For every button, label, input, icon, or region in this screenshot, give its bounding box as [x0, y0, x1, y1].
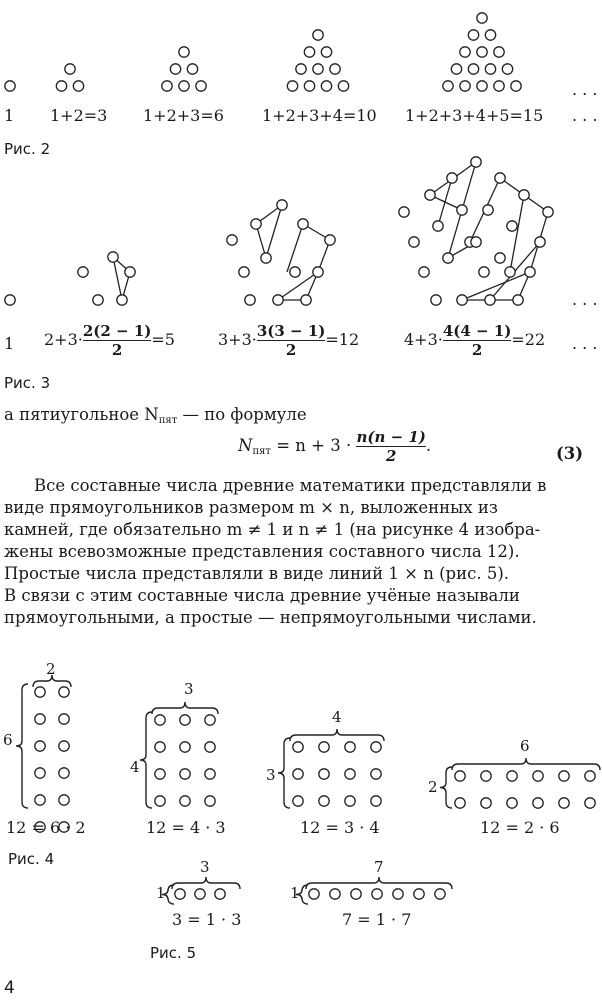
- line7-cols: 7: [374, 858, 384, 876]
- grid3-cols: 4: [332, 708, 342, 726]
- stone-dot: [35, 795, 45, 805]
- grid4-rows: 2: [428, 778, 438, 796]
- top-brace: [172, 877, 240, 889]
- stone-dot: [351, 889, 361, 899]
- page-number: 4: [4, 978, 15, 998]
- paragraph-line-1: Все составные числа древние математики представляли в: [34, 476, 547, 495]
- fig5-caption: Рис. 5: [150, 944, 197, 962]
- fig3-ellipsis-upper: . . .: [572, 290, 598, 309]
- fig2-label-3: 1+2=3: [50, 106, 108, 125]
- paragraph-line-7: прямоугольными, а простые — непрямоугольными числами.: [4, 608, 537, 627]
- fraction-numerator: 4(4 − 1): [442, 322, 512, 340]
- stone-dot: [371, 796, 381, 806]
- fraction-denominator: 2: [285, 341, 297, 359]
- stone-dot: [330, 889, 340, 899]
- side-brace: [140, 712, 152, 808]
- stone-dot: [414, 889, 424, 899]
- stone-dot: [293, 742, 303, 752]
- stone-dot: [155, 769, 165, 779]
- stone-dot: [481, 798, 491, 808]
- stone-dot: [585, 771, 595, 781]
- fig4-caption: Рис. 4: [8, 850, 55, 868]
- formula-lhs-subscript: пят: [252, 446, 271, 457]
- grid3-rows: 3: [266, 766, 276, 784]
- stone-dot: [155, 796, 165, 806]
- stone-dot: [319, 769, 329, 779]
- grid3-label: 12 = 3 · 4: [300, 818, 380, 837]
- stone-dot: [533, 771, 543, 781]
- grid1-cols: 2: [46, 660, 56, 678]
- fig2-ellipsis-upper: . . .: [572, 80, 598, 99]
- top-brace: [152, 702, 218, 714]
- line3-label: 3 = 1 · 3: [172, 910, 242, 929]
- stone-dot: [559, 798, 569, 808]
- fig2-ellipsis: . . .: [572, 106, 598, 125]
- fig3-post: =5: [151, 330, 175, 349]
- grid1-label: 12 = 6 · 2: [6, 818, 86, 837]
- formula-number: (3): [556, 444, 584, 463]
- intro-subscript: пят: [158, 415, 178, 426]
- stone-dot: [319, 796, 329, 806]
- fraction-denominator: 2: [471, 341, 483, 359]
- stone-dot: [175, 889, 185, 899]
- fraction-denominator: 2: [385, 447, 397, 465]
- paragraph-line-5: Простые числа представляли в виде линий 1 × n (рис. 5).: [4, 564, 509, 583]
- stone-dot: [455, 771, 465, 781]
- stone-dot: [293, 769, 303, 779]
- stone-dot: [309, 889, 319, 899]
- stone-dot: [59, 687, 69, 697]
- fraction-denominator: 2: [111, 341, 123, 359]
- fig2-label-10: 1+2+3+4=10: [262, 106, 377, 125]
- stone-dot: [59, 714, 69, 724]
- fig3-post: =22: [511, 330, 546, 349]
- stone-dot: [371, 742, 381, 752]
- top-brace: [290, 729, 384, 741]
- grid2-label: 12 = 4 · 3: [146, 818, 226, 837]
- stone-dot: [481, 771, 491, 781]
- stone-dot: [345, 769, 355, 779]
- fig3-label-1: 1: [4, 334, 15, 353]
- stone-dot: [59, 768, 69, 778]
- stone-dot: [455, 798, 465, 808]
- stone-dot: [180, 769, 190, 779]
- line3-rows: 1: [156, 884, 166, 902]
- stone-dot: [393, 889, 403, 899]
- formula-end: .: [425, 436, 432, 455]
- paragraph-line-4: жены всевозможные представления составного числа 12).: [4, 542, 520, 561]
- stone-dot: [35, 714, 45, 724]
- stone-dot: [205, 796, 215, 806]
- grid1-rows: 6: [3, 731, 13, 749]
- fig2-label-15: 1+2+3+4+5=15: [405, 106, 544, 125]
- formula-lhs: N: [238, 436, 253, 455]
- stone-dot: [371, 769, 381, 779]
- stone-dot: [205, 742, 215, 752]
- fraction-numerator: 3(3 − 1): [256, 322, 326, 340]
- stone-dot: [155, 715, 165, 725]
- grid4-label: 12 = 2 · 6: [480, 818, 560, 837]
- stone-dot: [507, 771, 517, 781]
- stone-dot: [345, 742, 355, 752]
- fig3-pre: 2+3·: [44, 330, 83, 349]
- fig2-label-1: 1: [4, 106, 15, 125]
- side-brace: [16, 684, 28, 808]
- stone-dot: [559, 771, 569, 781]
- fig3-pre: 4+3·: [404, 330, 443, 349]
- stone-dot: [205, 715, 215, 725]
- paragraph-line-3: камней, где обязательно m ≠ 1 и n ≠ 1 (на рисунке 4 изобра-: [4, 520, 541, 539]
- stone-dot: [180, 715, 190, 725]
- stone-dot: [319, 742, 329, 752]
- stone-dot: [585, 798, 595, 808]
- intro-text: а пятиугольное N: [4, 405, 159, 424]
- intro-tail: — по формуле: [177, 405, 307, 424]
- fig3-pre: 3+3·: [218, 330, 257, 349]
- stone-dot: [435, 889, 445, 899]
- stone-dot: [293, 796, 303, 806]
- stone-dot: [35, 768, 45, 778]
- fig2-label-6: 1+2+3=6: [143, 106, 224, 125]
- stone-dot: [372, 889, 382, 899]
- fraction-numerator: 2(2 − 1): [82, 322, 152, 340]
- top-brace: [452, 758, 600, 770]
- stone-dot: [59, 741, 69, 751]
- fraction-numerator: n(n − 1): [356, 428, 426, 446]
- fig3-post: =12: [325, 330, 360, 349]
- stone-dot: [35, 741, 45, 751]
- paragraph-line-2: виде прямоугольников размером m × n, выложенных из: [4, 498, 498, 517]
- stone-dot: [195, 889, 205, 899]
- stone-dot: [35, 687, 45, 697]
- stone-dot: [205, 769, 215, 779]
- stone-dot: [533, 798, 543, 808]
- stone-dot: [507, 798, 517, 808]
- stone-dot: [155, 742, 165, 752]
- side-brace: [278, 738, 290, 808]
- stone-dot: [180, 796, 190, 806]
- line3-cols: 3: [200, 858, 210, 876]
- stone-dot: [215, 889, 225, 899]
- stone-dot: [59, 795, 69, 805]
- line7-label: 7 = 1 · 7: [342, 910, 412, 929]
- paragraph-line-6: В связи с этим составные числа древние учёные называли: [4, 586, 520, 605]
- fig3-caption: Рис. 3: [4, 374, 51, 392]
- fig2-caption: Рис. 2: [4, 140, 51, 158]
- top-brace: [306, 877, 452, 889]
- line7-rows: 1: [290, 884, 300, 902]
- fig3-ellipsis: . . .: [572, 334, 598, 353]
- grid4-cols: 6: [520, 737, 530, 755]
- stone-dot: [345, 796, 355, 806]
- grid2-rows: 4: [130, 758, 140, 776]
- stone-dot: [180, 742, 190, 752]
- side-brace: [440, 767, 452, 808]
- grid2-cols: 3: [184, 680, 194, 698]
- formula-rhs: = n + 3 ·: [270, 436, 352, 455]
